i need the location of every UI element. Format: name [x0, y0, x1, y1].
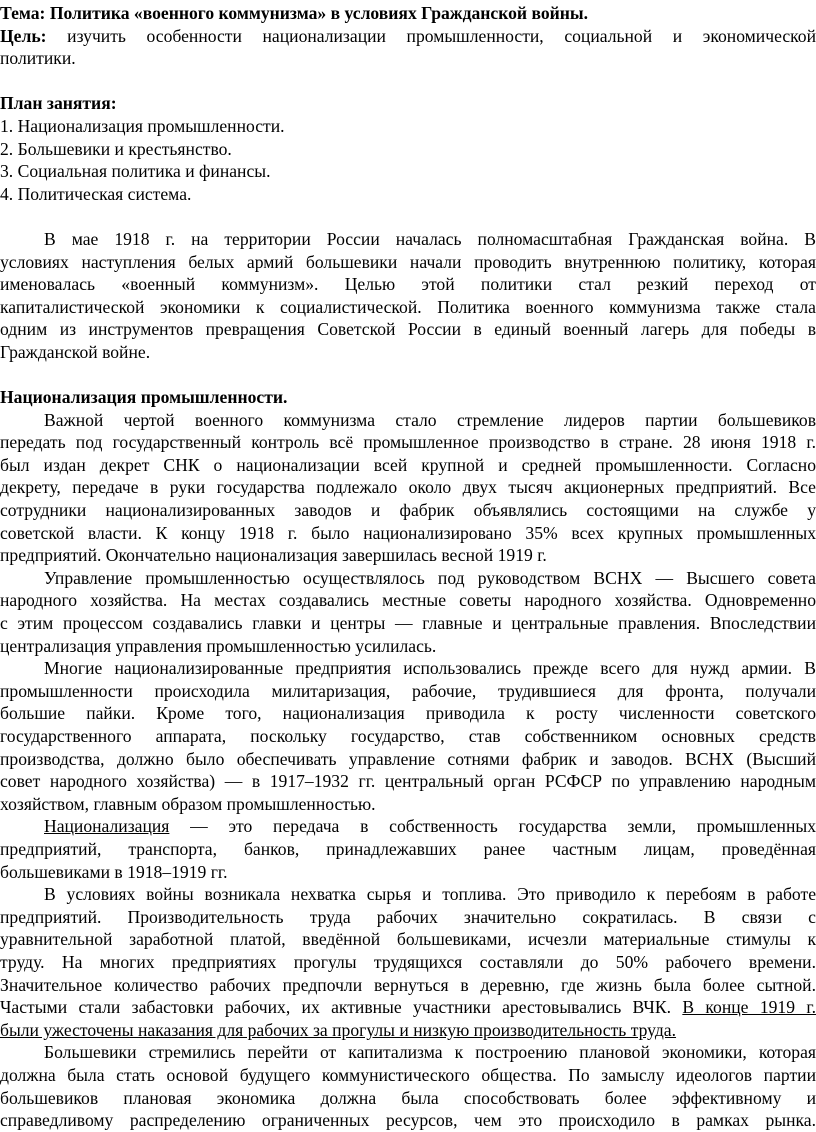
spacer	[0, 205, 816, 228]
body-line: Управление промышленностью осуществлялось под руководством ВСНХ — Высшего совета	[44, 567, 816, 588]
definition-paragraph	[0, 815, 816, 883]
body-line: большевиков плановая экономика должна была способствовать более эффективному и	[0, 1087, 816, 1108]
section-heading: Национализация промышленности.	[0, 387, 288, 408]
body-line: с этим процессом создавались главки и центры — главные и центральные правления. Впоследствии	[0, 613, 816, 634]
body-line: был издан декрет СНК о национализации всей крупной и средней промышленности. Согласно	[0, 454, 816, 475]
body-line: Большевики стремились перейти от капитализма к построению плановой экономики, которая	[44, 1042, 816, 1063]
section1-paragraph-5	[0, 1041, 816, 1131]
intro-line: условиях наступления белых армий большевики начали проводить внутреннюю политику, которая	[0, 251, 816, 272]
plan-item-4: 4. Политическая система.	[0, 183, 192, 204]
spacer	[0, 70, 816, 93]
body-line: большие пайки. Кроме того, национализация приводила к росту численности советского	[0, 703, 816, 724]
definition-term: Национализация	[44, 816, 170, 837]
topic-text: Политика «военного коммунизма» в условиях Гражданской войны.	[49, 3, 589, 23]
section1-paragraph-1	[0, 409, 816, 567]
goal-text-1: изучить особенности национализации промышленности, социальной и экономической	[67, 25, 816, 46]
section1-paragraph-3	[0, 657, 816, 815]
document-page	[0, 2, 816, 1131]
goal-row-1	[0, 25, 816, 48]
body-line: централизация управления промышленностью усилилась.	[0, 635, 437, 656]
plan-heading: План занятия:	[0, 93, 117, 114]
definition-row-1	[0, 815, 816, 838]
body-line: труду. На многих предприятиях прогулы трудящихся составляли до 50% рабочего времени.	[0, 951, 816, 972]
intro-line: Гражданской войне.	[0, 341, 151, 362]
goal-row-2: политики.	[0, 48, 76, 69]
definition-row-2: предприятий, транспорта, банков, принадлежавших ранее частным лицам, проведённая	[0, 838, 816, 859]
body-line: совет народного хозяйства) — в 1917–1932 гг. центральный орган РСФСР по управлению народным	[0, 771, 816, 792]
body-line: хозяйством, главным образом промышленностью.	[0, 793, 376, 814]
body-line: декрету, передаче в руки государства подлежало около двух тысяч акционерных предприятий. Все	[0, 477, 816, 498]
goal-paragraph	[0, 25, 816, 70]
intro-paragraph	[0, 228, 816, 364]
plan-item-2: 2. Большевики и крестьянство.	[0, 138, 232, 159]
body-line: В условиях войны возникала нехватка сырья и топлива. Это приводило к перебоям в работе	[44, 884, 816, 905]
intro-line: капиталистической экономики к социалистической. Политика военного коммунизма также стала	[0, 296, 816, 317]
body-line: промышленности происходила милитаризация, рабочие, трудившиеся для фронта, получали	[0, 680, 816, 701]
body-line: справедливому распределению ограниченных ресурсов, чем это происходило в рамках рынка.	[0, 1110, 816, 1131]
definition-text-1: — это передача в собственность государства земли, промышленных	[169, 816, 816, 837]
body-line: передать под государственный контроль всё промышленное производство в стране. 28 июня 1918 г.	[0, 432, 816, 453]
intro-line: именовалась «военный коммунизм». Целью этой политики стал резкий переход от	[0, 274, 816, 295]
section1-paragraph-2	[0, 567, 816, 657]
body-line: предприятий. Окончательно национализация завершилась весной 1919 г.	[0, 545, 547, 566]
body-line: Многие национализированные предприятия использовались прежде всего для нужд армии. В	[44, 658, 816, 679]
body-line: предприятий. Производительность труда рабочих значительно сократилась. В связи с	[0, 906, 816, 927]
definition-row-3: большевиками в 1918–1919 гг.	[0, 861, 228, 882]
body-line: Значительное количество рабочих предпочли вернуться в деревню, где жизнь была более сытной.	[0, 974, 816, 995]
spacer	[0, 364, 816, 387]
body-line: Важной чертой военного коммунизма стало стремление лидеров партии большевиков	[44, 409, 816, 430]
underlined-emphasis: В конце 1919 г.	[682, 997, 816, 1018]
body-text: Частыми стали забастовки рабочих, их активные участники арестовывались ВЧК.	[0, 997, 683, 1018]
intro-line: одним из инструментов превращения Советской России в единый военный лагерь для победы в	[0, 319, 816, 340]
underlined-emphasis-line: были ужесточены наказания для рабочих за прогулы и низкую производительность труда.	[0, 1019, 677, 1040]
plan-item-1: 1. Национализация промышленности.	[0, 115, 285, 136]
body-line: уравнительной заработной платой, введённой большевиками, исчезли материальные стимулы к	[0, 929, 816, 950]
topic-row	[0, 2, 816, 25]
section1-paragraph-4	[0, 883, 816, 1041]
intro-line: В мае 1918 г. на территории России началась полномасштабная Гражданская война. В	[44, 228, 816, 249]
body-line: производства, должно было обеспечивать управление сотнями фабрик и заводов. ВСНХ (Высший	[0, 748, 816, 769]
body-line: должна была стать основой будущего коммунистического общества. По замыслу идеологов партии	[0, 1064, 816, 1085]
section1-heading-block	[0, 386, 816, 409]
plan-block	[0, 92, 816, 205]
body-line: государственного аппарата, поскольку государство, став собственником основных средств	[0, 726, 816, 746]
topic-line	[0, 2, 816, 25]
body-line: сотрудники национализированных заводов и фабрик объявлялись состоящими на службе у	[0, 500, 816, 521]
body-line-mixed	[0, 996, 816, 1019]
topic-label: Тема:	[0, 3, 46, 23]
body-line: народного хозяйства. На местах создавались местные советы народного хозяйства. Одновременно	[0, 590, 816, 611]
body-line: советской власти. К концу 1918 г. было национализировано 35% всех крупных промышленных	[0, 522, 816, 543]
plan-item-3: 3. Социальная политика и финансы.	[0, 161, 271, 182]
goal-label: Цель:	[0, 25, 47, 46]
